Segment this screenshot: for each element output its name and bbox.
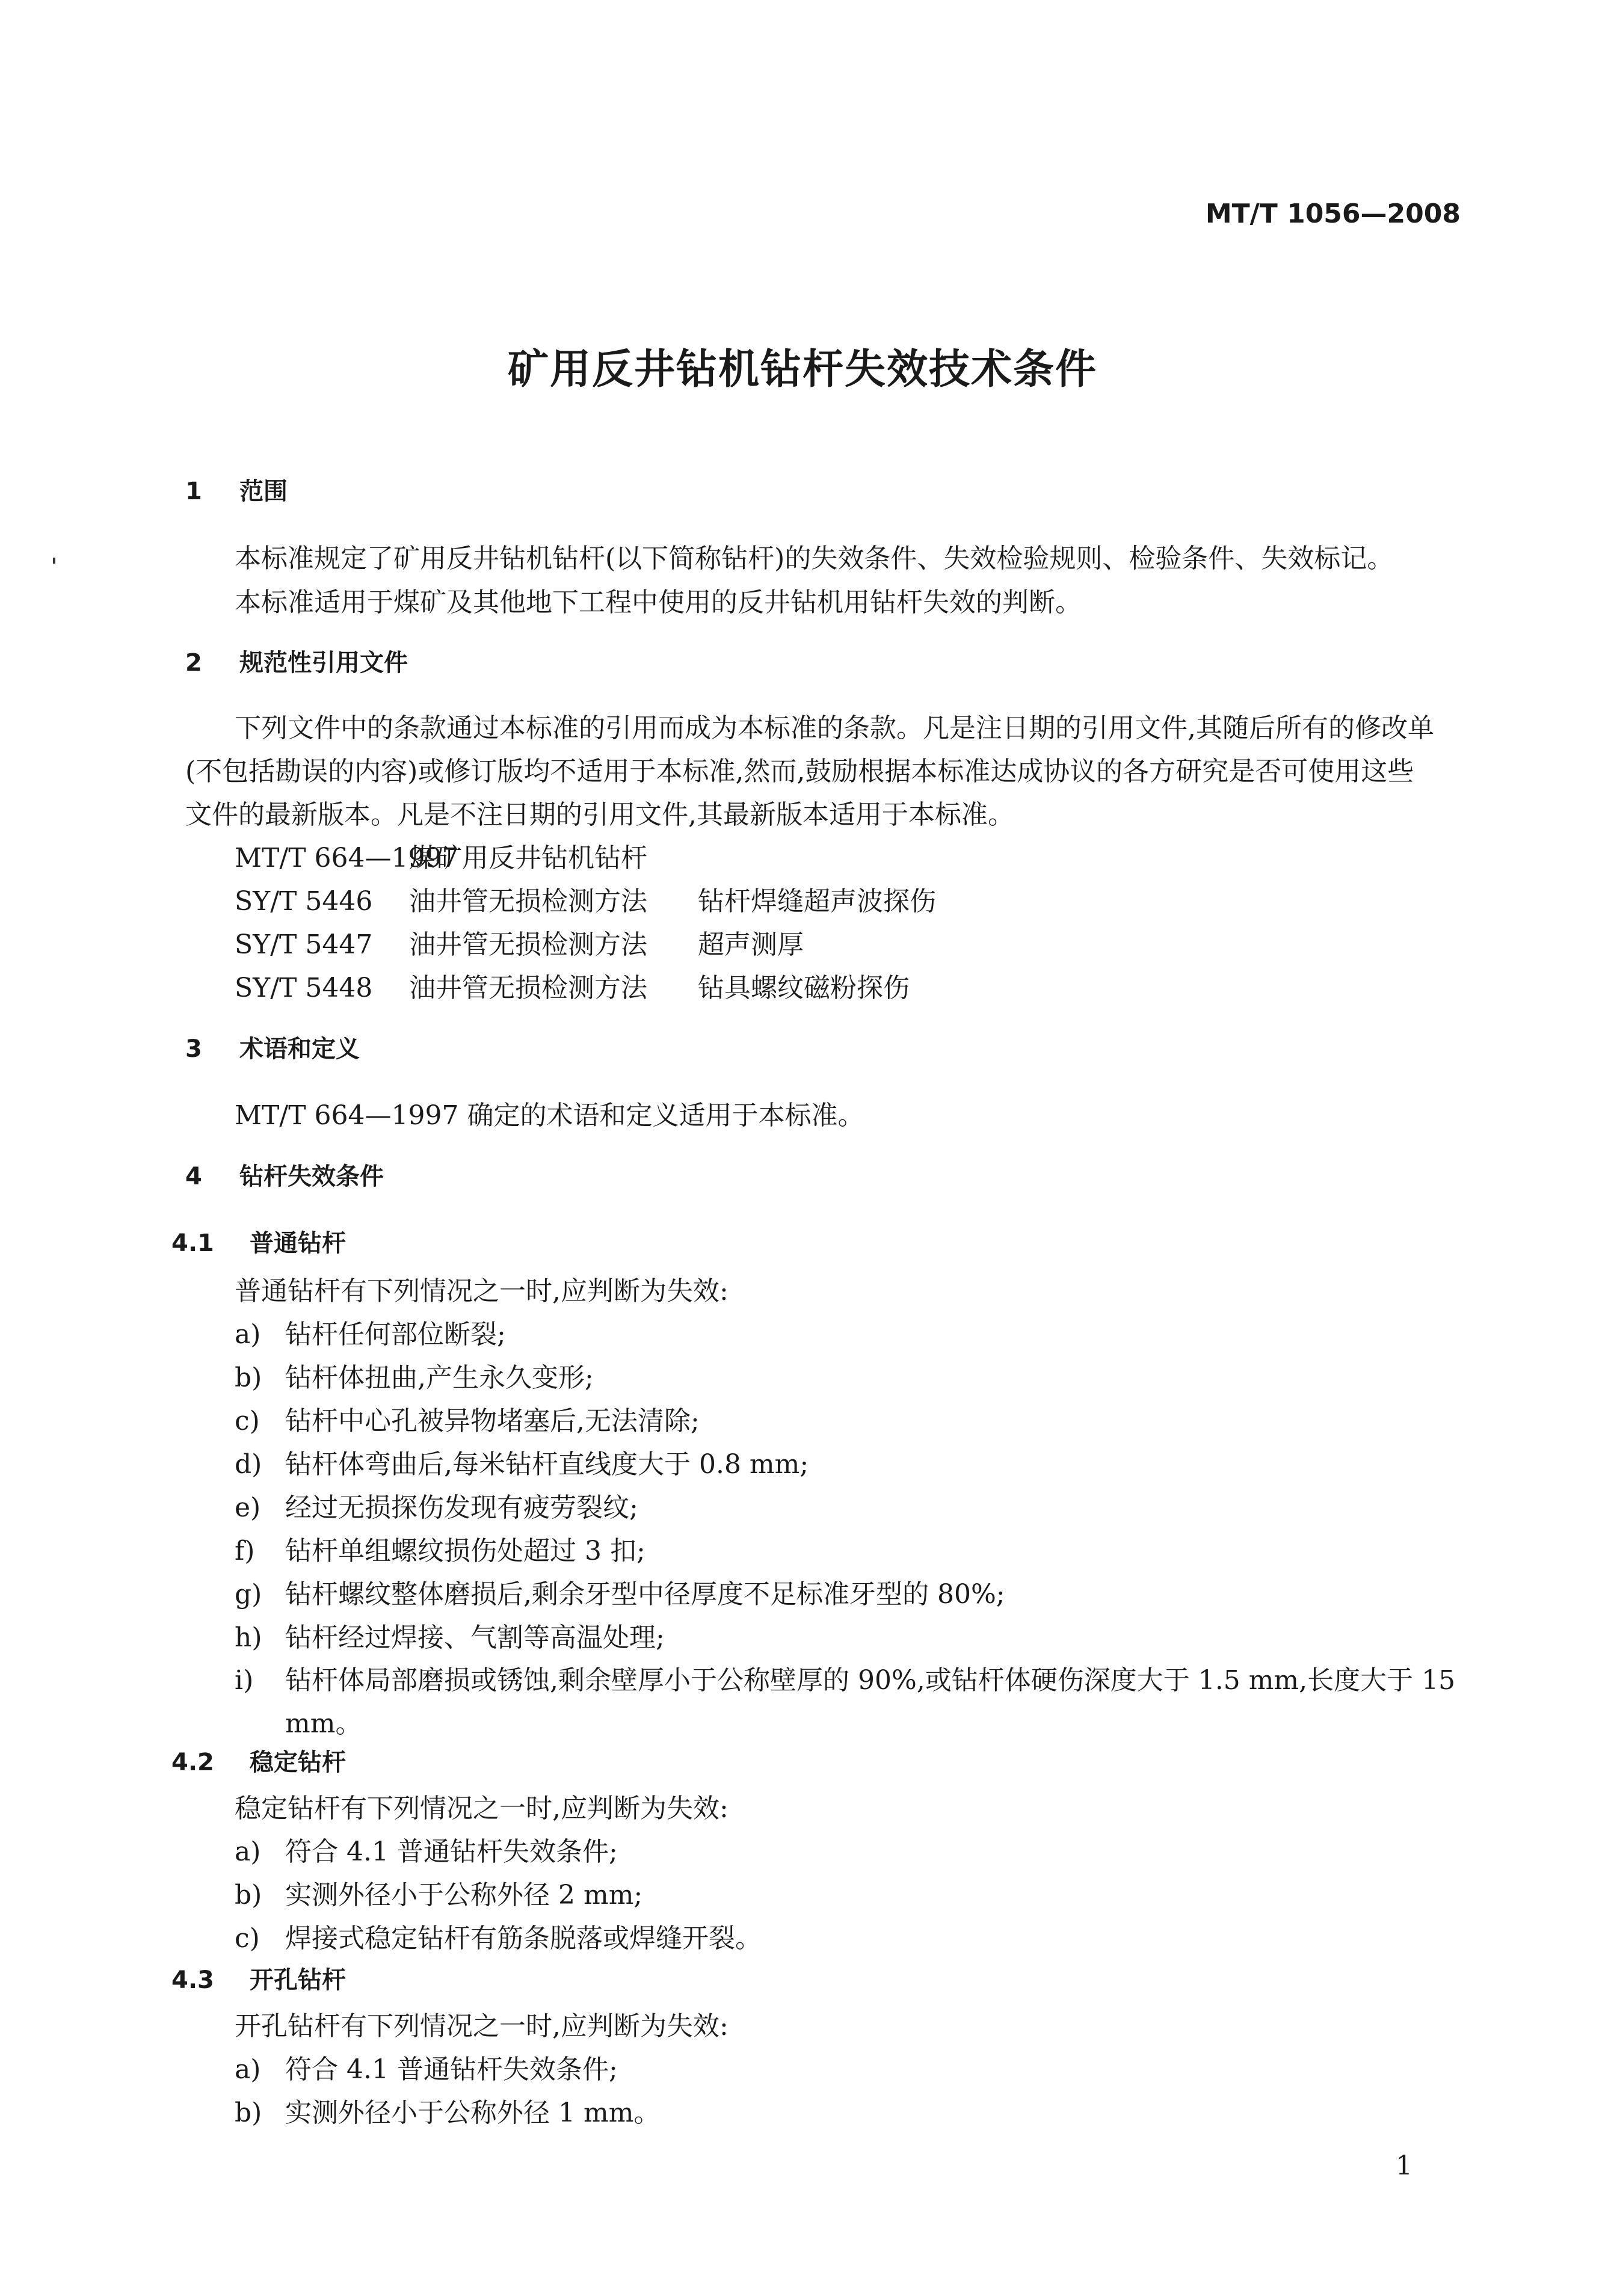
item-marker: h) — [235, 1622, 262, 1653]
list-item — [235, 1356, 594, 1394]
reference-row — [235, 879, 936, 918]
item-text: 符合 4.1 普通钻杆失效条件; — [285, 2054, 618, 2085]
reference-code: MT/T 664—1997 — [235, 843, 459, 873]
item-marker: f) — [235, 1536, 255, 1566]
list-item — [235, 1873, 642, 1912]
paragraph: 普通钻杆有下列情况之一时,应判断为失效: — [235, 1276, 729, 1307]
reference-code: SY/T 5448 — [235, 973, 373, 1003]
section-number: 1 — [185, 478, 202, 505]
list-item — [235, 1486, 638, 1524]
item-marker: g) — [235, 1579, 262, 1610]
list-item — [235, 1572, 1005, 1611]
reference-subtitle: 钻杆焊缝超声波探伤 — [698, 886, 936, 917]
paragraph: 本标准规定了矿用反井钻机钻杆(以下简称钻杆)的失效条件、失效检验规则、检验条件、失效标记。 — [235, 543, 1394, 574]
item-marker: e) — [235, 1492, 261, 1523]
section-title: 范围 — [239, 478, 288, 505]
section-4-heading — [185, 1157, 384, 1192]
subsection-title: 稳定钻杆 — [250, 1749, 346, 1776]
paragraph: MT/T 664—1997 确定的术语和定义适用于本标准。 — [235, 1100, 864, 1131]
item-text: 实测外径小于公称外径 2 mm; — [285, 1880, 643, 1910]
list-item — [235, 1313, 506, 1351]
list-item — [235, 1830, 618, 1868]
reference-code: SY/T 5446 — [235, 886, 373, 917]
subsection-4-3-heading — [171, 1961, 346, 1995]
reference-row — [235, 966, 910, 1005]
item-text: 经过无损探伤发现有疲劳裂纹; — [285, 1492, 638, 1523]
section-1-heading — [185, 472, 288, 506]
item-marker: b) — [235, 1362, 262, 1393]
item-text: 钻杆经过焊接、气割等高温处理; — [285, 1622, 665, 1653]
list-item — [235, 1616, 665, 1654]
list-item — [235, 1916, 762, 1955]
item-text: 钻杆单组螺纹损伤处超过 3 扣; — [285, 1536, 645, 1566]
item-text: 钻杆中心孔被异物堵塞后,无法清除; — [285, 1406, 700, 1436]
section-3-heading — [185, 1030, 360, 1064]
item-marker: b) — [235, 1880, 262, 1910]
item-marker: c) — [235, 1923, 260, 1954]
list-item — [235, 1442, 809, 1481]
list-item — [235, 2091, 660, 2129]
section-number: 2 — [185, 649, 202, 677]
reference-title: 油井管无损检测方法 — [409, 973, 647, 1003]
paragraph: 本标准适用于煤矿及其他地下工程中使用的反井钻机用钻杆失效的判断。 — [235, 587, 1082, 618]
subsection-title: 开孔钻杆 — [250, 1966, 346, 1994]
item-text: 钻杆体扭曲,产生永久变形; — [285, 1362, 594, 1393]
reference-code: SY/T 5447 — [235, 929, 373, 960]
subsection-4-2-heading — [171, 1743, 346, 1777]
paragraph: 下列文件中的条款通过本标准的引用而成为本标准的条款。凡是注日期的引用文件,其随后所有的修改单(不包括勘误的内容)或修订版均不适用于本标准,然而,鼓励根据本标准达成协议的各方研究是否可使用这些文件的最新版本。凡是不注日期的引用文件,其最新版本适用于本标准。 — [185, 713, 1434, 830]
reference-row — [235, 923, 804, 961]
item-text: 符合 4.1 普通钻杆失效条件; — [285, 1836, 618, 1867]
section-2-heading — [185, 644, 408, 678]
item-marker: d) — [235, 1449, 262, 1480]
section-title: 术语和定义 — [239, 1035, 360, 1063]
reference-row — [235, 836, 647, 875]
item-text: 焊接式稳定钻杆有筋条脱落或焊缝开裂。 — [285, 1923, 762, 1954]
section-number: 3 — [185, 1035, 202, 1063]
item-text: 钻杆体局部磨损或锈蚀,剩余壁厚小于公称壁厚的 90%,或钻杆体硬伤深度大于 1.5 mm,长度大于 15 mm。 — [285, 1665, 1456, 1739]
item-marker: a) — [235, 1836, 261, 1867]
subsection-number: 4.3 — [171, 1966, 214, 1994]
item-marker: b) — [235, 2097, 262, 2128]
section-title: 规范性引用文件 — [239, 649, 408, 677]
item-text: 钻杆体弯曲后,每米钻杆直线度大于 0.8 mm; — [285, 1449, 809, 1480]
reference-title: 油井管无损检测方法 — [409, 886, 647, 917]
reference-title: 油井管无损检测方法 — [409, 929, 647, 960]
scan-mark — [53, 558, 55, 564]
item-marker: a) — [235, 2054, 261, 2085]
item-marker: c) — [235, 1406, 260, 1436]
item-marker: i) — [235, 1665, 254, 1696]
reference-subtitle: 超声测厚 — [698, 929, 804, 960]
subsection-4-1-heading — [171, 1224, 346, 1258]
page-number: 1 — [1396, 2150, 1412, 2181]
list-item — [235, 1399, 700, 1438]
list-item — [235, 2048, 618, 2086]
document-title: 矿用反井钻机钻杆失效技术条件 — [507, 346, 1097, 393]
item-marker: a) — [235, 1319, 261, 1350]
item-text: 钻杆任何部位断裂; — [285, 1319, 506, 1350]
paragraph: 开孔钻杆有下列情况之一时,应判断为失效: — [235, 2011, 729, 2042]
section-number: 4 — [185, 1163, 202, 1190]
subsection-number: 4.2 — [171, 1749, 214, 1776]
item-text: 实测外径小于公称外径 1 mm。 — [285, 2097, 661, 2128]
section-title: 钻杆失效条件 — [239, 1163, 384, 1190]
item-text: 钻杆螺纹整体磨损后,剩余牙型中径厚度不足标准牙型的 80%; — [285, 1579, 1005, 1610]
list-item — [235, 1529, 645, 1568]
list-item — [235, 1659, 1482, 1746]
reference-subtitle: 钻具螺纹磁粉探伤 — [698, 973, 910, 1003]
paragraph: 稳定钻杆有下列情况之一时,应判断为失效: — [235, 1793, 729, 1824]
standard-code: MT/T 1056—2008 — [1205, 199, 1461, 229]
reference-title: 煤矿用反井钻机钻杆 — [409, 843, 647, 873]
subsection-title: 普通钻杆 — [250, 1230, 346, 1257]
subsection-number: 4.1 — [171, 1230, 214, 1257]
